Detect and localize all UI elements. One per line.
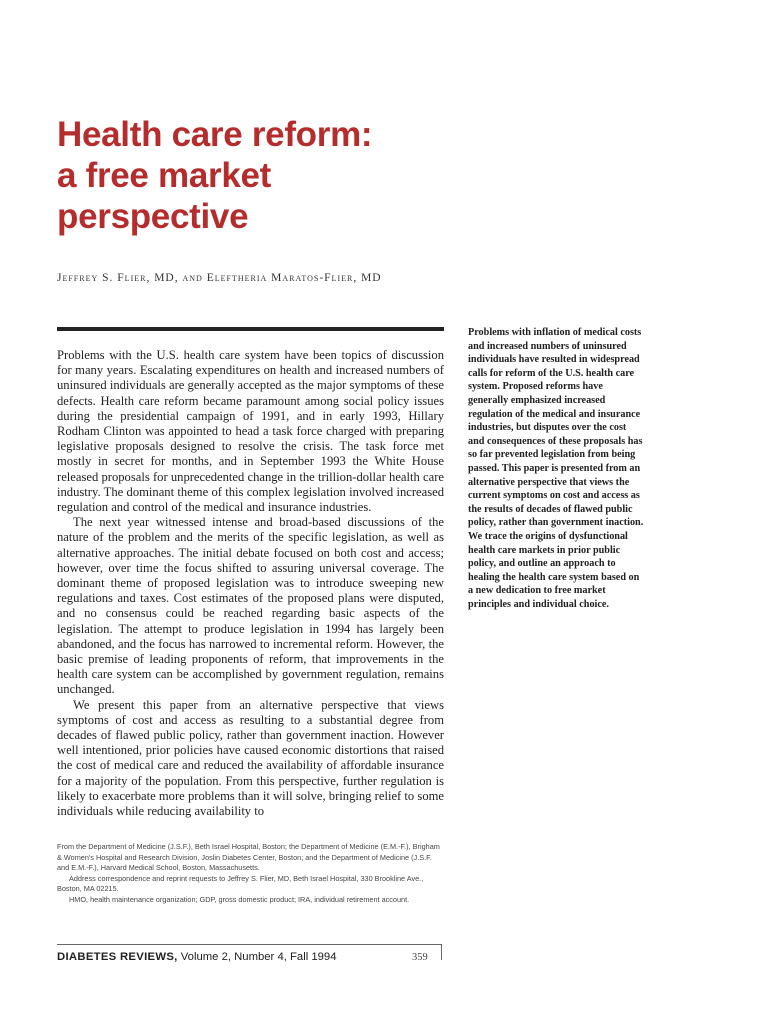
title-line-3: perspective: [57, 197, 249, 236]
journal-name: DIABETES REVIEWS,: [57, 951, 178, 963]
article-title: [57, 114, 457, 237]
body-paragraph-3: We present this paper from an alternative perspective that views symptoms of cost and access as resulting to a substantial degree from decades of flawed public policy, rather than government inaction. However well intentioned, prior policies have caused economic distortions that raised the cost of medical care and reduced the availability of affordable insurance for a majority of the population. From this perspective, further regulation is likely to exacerbate more problems than it will solve, bringing relief to some individuals while reducing availability to: [57, 697, 444, 819]
body-paragraph-1: Problems with the U.S. health care system have been topics of discussion for many years. Escalating expenditures on health and increased numbers of uninsured individuals are generally accepted as the major symptoms of these defects. Health care reform became paramount among social policy issues during the presidential campaign of 1991, and in early 1993, Hillary Rodham Clinton was appointed to head a task force charged with preparing legislative proposals designed to resolve the crisis. The task force met mostly in secret for months, and in September 1993 the White House released proposals for unprecedented change in the trillion-dollar health care industry. The dominant theme of this complex legislation involved increased regulation and control of the medical and insurance industries.: [57, 348, 444, 515]
footnote-correspondence: Address correspondence and reprint requests to Jeffrey S. Flier, MD, Beth Israel Hospital, 330 Brookline Ave., Boston, MA 02215.: [57, 873, 424, 894]
body-paragraph-2: The next year witnessed intense and broad-based discussions of the nature of the problem and the merits of the specific legislation, as well as alternative approaches. The initial debate focused on both cost and access; however, over time the focus shifted to assuring universal coverage. The dominant theme of proposed legislation was to introduce sweeping new regulations and taxes. Cost estimates of the proposed plans were disputed, and no consensus could be reached regarding basic aspects of the legislation. The attempt to produce legislation in 1994 has largely been abandoned, and the focus has narrowed to incremental reform. However, the basic premise of leading proponents of reform, that improvements in the health care system can be accomplished by government regulation, remains unchanged.: [57, 515, 444, 697]
author-byline: Jeffrey S. Flier, MD, and Eleftheria Maratos-Flier, MD: [57, 272, 382, 284]
journal-footer: [57, 951, 437, 963]
abstract-sidebar: Problems with inflation of medical costs and increased numbers of uninsured individuals have resulted in widespread calls for reform of the U.S. health care system. Proposed reforms have generally emphasized increased regulation of the medical and insurance industries, but disputes over the cost and consequences of these proposals has so far prevented legislation from being passed. This paper is presented from an alternative perspective that views the current symptoms on cost and access as the results of decades of flawed public policy, rather than government inaction. We trace the origins of dysfunctional health care markets in prior public policy, and outline an approach to healing the health care system based on a new dedication to free market principles and individual choice.: [468, 327, 644, 610]
footnotes: [57, 842, 444, 906]
page-number: 359: [412, 952, 428, 963]
section-rule: [57, 327, 444, 331]
footnote-affiliations: From the Department of Medicine (J.S.F.), Beth Israel Hospital, Boston; the Department of Medicine (E.M.-F.), Brigham & Women's Hospital and Research Division, Joslin Diabetes Center, Boston; and the Department of Medicine (J.S.F. and E.M.-F.), Harvard Medical School, Boston, Massachusetts.: [57, 842, 440, 873]
footer-rule: [57, 944, 442, 945]
title-line-1: Health care reform:: [57, 115, 373, 154]
footer-vertical-rule: [441, 944, 442, 960]
footnote-abbreviations: HMO, health maintenance organization; GDP, gross domestic product; IRA, individual retirement account.: [69, 894, 410, 904]
title-line-2: a free market: [57, 156, 272, 195]
article-body: [57, 348, 444, 819]
journal-issue: Volume 2, Number 4, Fall 1994: [180, 951, 337, 963]
